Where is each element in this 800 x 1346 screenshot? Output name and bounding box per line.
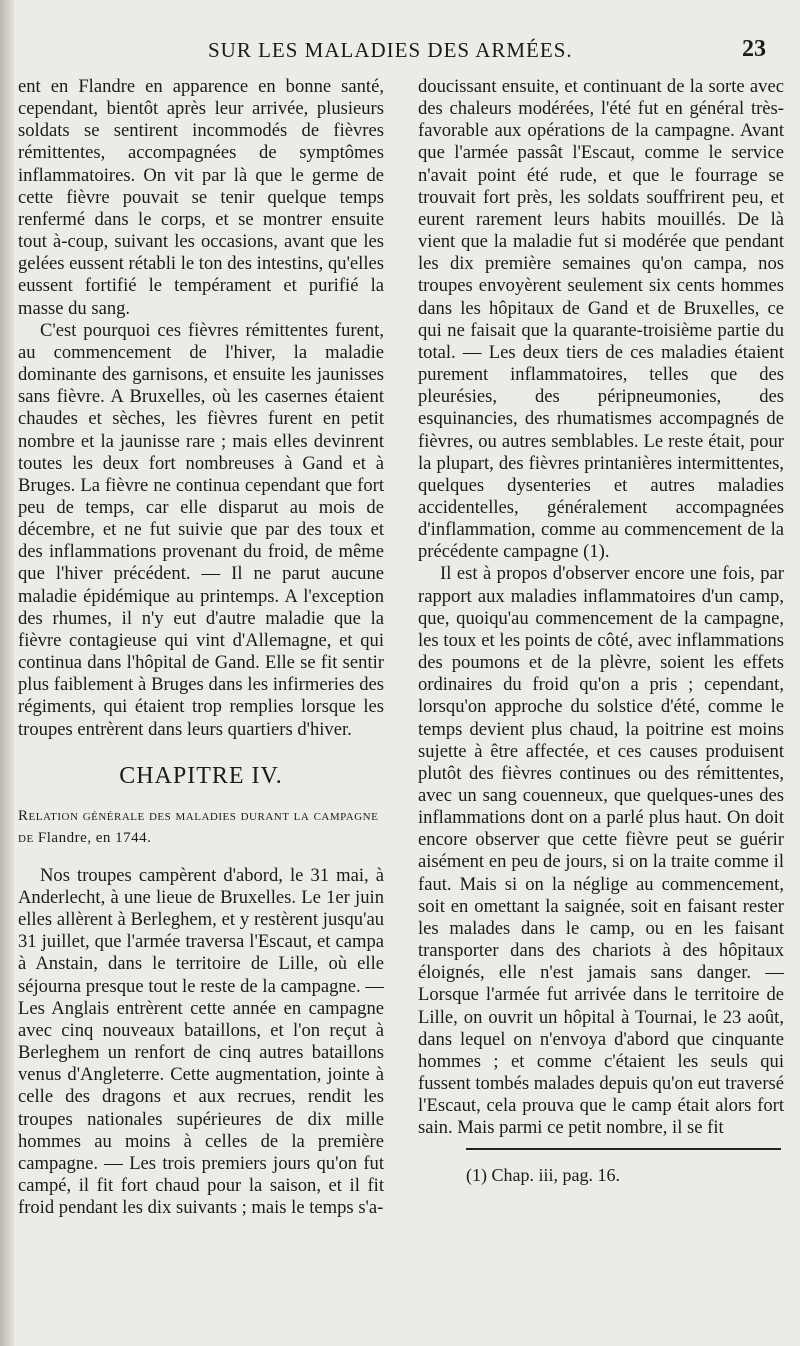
paragraph: doucissant ensuite, et continuant de la sorte avec des chaleurs modérées, l'été fut en général très-favorable aux opérations de la campagne. Avant que l'armée passât l'Escaut, comme le service n'avait point été rude, et que le fourrage se trouvait fort près, les soldats souffrirent peu, et eurent rarement leurs habits mouillés. De là vient que la maladie fut si modérée que pendant les dix première semaines qu'on campa, nos troupes envoyèrent seulement six cents hommes dans les hôpitaux de Gand et de Bruxelles, ce qui ne faisait que la quarante-troisième partie du total. — Les deux tiers de ces maladies étaient purement inflammatoires, telles que des pleurésies, des péripneumonies, des esquinancies, des rhumatismes accompagnés de fièvres, ou autres semblables. Le reste était, pour la plupart, des fièvres printanières intermittentes, quelques dysenteries et autres maladies accidentelles, généralement accompagnées d'inflammation, comme au commencement de la précédente campagne (1). [418, 76, 784, 563]
footnote: (1) Chap. iii, pag. 16. [466, 1164, 620, 1185]
right-column [418, 76, 784, 1186]
chapter-title: CHAPITRE IV. [119, 762, 283, 789]
paragraph: Il est à propos d'observer encore une fois, par rapport aux maladies inflammatoires d'un camp, que, quoiqu'au commencement de la campagne, les toux et les points de côté, avec inflammations des poumons et de la plèvre, soient les effets ordinaires du froid qu'on a pris ; cependant, lorsqu'on approche du solstice d'été, comme le temps devient plus chaud, la poitrine est moins sujette à être affectée, et ces causes produisent plutôt des fièvres continues ou des rémittentes, avec un sang couenneux, que quelques-unes des inflammations dont on a parlé plus haut. On doit encore observer que cette fièvre peut se guérir aisément en peu de jours, si on la traite comme il faut. Mais si on la néglige au commencement, soit en omettant la saignée, soit en faisant rester les malades dans le camp, ou en les faisant transporter dans des chariots à des hôpitaux éloignés, elle n'est jamais sans danger. — Lorsque l'armée fut arrivée dans le territoire de Lille, on ouvrit un hôpital à Tournai, le 23 août, dans lequel on n'envoya d'abord que cinquante hommes ; et comme c'étaient les seuls qui fussent tombés malades depuis qu'on eut traversé l'Escaut, cela prouva que le camp était alors fort sain. Mais parmi ce petit nombre, il se fit [418, 563, 784, 1139]
running-head [0, 30, 800, 70]
chapter-subtitle-caps: Relation générale des maladies durant la campagne de [18, 807, 379, 846]
paragraph: C'est pourquoi ces fièvres rémittentes furent, au commencement de l'hiver, la maladie dominante des garnisons, et ensuite les jaunisses sans fièvre. A Bruxelles, où les casernes étaient chaudes et sèches, les fièvres furent en petit nombre et la jaunisse rare ; mais elles devinrent toutes les deux fort nombreuses à Gand et à Bruges. La fièvre ne continua cependant que fort peu de temps, car elle disparut au mois de décembre, et ne fut suivie que par des toux et des inflammations provenant du froid, de même que l'hiver précédent. — Il ne parut aucune maladie épidémique au printemps. A l'exception des rhumes, il n'y eut d'autre maladie que la fièvre contagieuse qui vint d'Allemagne, et qui continua dans l'hôpital de Gand. Elle se fit sentir plus faiblement à Bruges dans les infirmeries des régiments, qui étaient trop remplies lorsque les troupes entrèrent dans leurs quartiers d'hiver. [18, 319, 384, 740]
left-column [18, 76, 384, 1219]
chapter-subtitle-tail: Flandre, en 1744. [37, 829, 152, 846]
chapter-subtitle [18, 805, 384, 849]
paragraph: Nos troupes campèrent d'abord, le 31 mai, à Anderlecht, à une lieue de Bruxelles. Le 1er juin elles allèrent à Berleghem, et y restèrent jusqu'au 31 juillet, que l'armée traversa l'Escaut, et campa à Anstain, dans le territoire de Lille, où elle séjourna presque tout le reste de la campagne. — Les Anglais entrèrent cette année en campagne avec cinq nouveaux bataillons, et l'on reçut à Berleghem un renfort de cinq autres bataillons venus d'Angleterre. Cette augmentation, jointe à celle des dragons et aux recrues, rendit les troupes nationales supérieures de dix mille hommes au moins à celles de la première campagne. — Les trois premiers jours qu'on fut campé, il fit fort chaud pour la saison, et il fit froid pendant les dix suivants ; mais le temps s'a- [18, 864, 384, 1219]
binding-gutter [0, 0, 14, 1346]
running-title: SUR LES MALADIES DES ARMÉES. [208, 38, 573, 62]
paragraph: ent en Flandre en apparence en bonne santé, cependant, bientôt après leur arrivée, plusieurs soldats se sentirent incommodés de fièvres rémittentes, accompagnées de symptômes inflammatoires. On vit par là que le germe de cette fièvre pouvait se tenir quelque temps renfermé dans le corps, et se montrer ensuite tout à-coup, suivant les occasions, avant que les gelées eussent rétabli le ton des intestins, qu'elles eussent fortifié le tempérament et purifié la masse du sang. [18, 76, 384, 319]
footnote-divider [466, 1148, 781, 1150]
page-number: 23 [742, 36, 766, 62]
